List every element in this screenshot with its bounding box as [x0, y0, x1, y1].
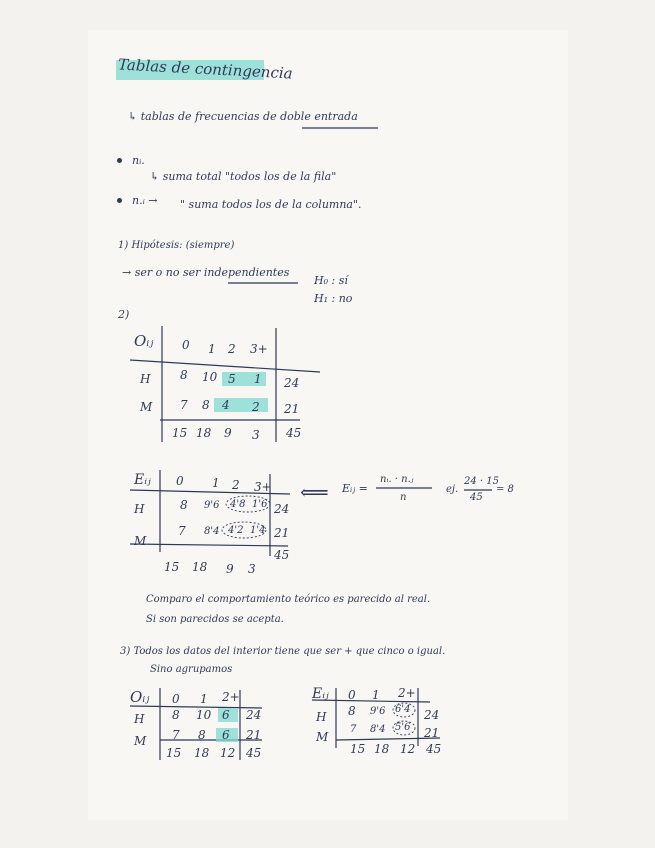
row-total: 24: [284, 376, 300, 390]
col-total: 15: [164, 560, 180, 574]
formula-numerator: nᵢ. · n.ⱼ: [380, 474, 414, 485]
col-header: 0: [176, 474, 184, 488]
row-label: M: [140, 400, 153, 414]
table-cell: 8'4: [370, 724, 386, 735]
table-cell: 2: [252, 400, 260, 414]
formula-lhs: Eᵢⱼ =: [342, 482, 368, 495]
col-header: 3+: [250, 342, 268, 356]
expected-corner: Eᵢⱼ: [134, 472, 151, 488]
col-total: 15: [166, 746, 182, 760]
table-cell: 4'8: [230, 499, 246, 510]
col-header: 1: [200, 692, 208, 706]
row-label: M: [134, 734, 147, 748]
table-cell: 10: [196, 708, 212, 722]
table-cell: 9'6: [204, 500, 220, 511]
section-2-label: 2): [118, 308, 130, 321]
row-total: 21: [274, 526, 290, 540]
table-cell: 8: [180, 498, 188, 512]
row-total: 21: [246, 728, 262, 742]
row-total: 21: [424, 726, 440, 740]
col-header: 0: [348, 688, 356, 702]
formula-denominator: n: [400, 492, 407, 503]
compare-line: Si son parecidos se acepta.: [146, 614, 284, 625]
col-header: 1: [208, 342, 216, 356]
row-total: 24: [424, 708, 440, 722]
table-cell: 8'4: [204, 526, 220, 537]
col-header: 1: [372, 688, 380, 702]
example-denominator: 45: [470, 492, 483, 503]
page-title: Tablas de contingencia: [117, 55, 294, 83]
row-total: 21: [284, 402, 300, 416]
row-label: H: [316, 710, 327, 724]
row-label: M: [134, 534, 147, 548]
hypothesis-h1: H₁ : no: [314, 292, 353, 305]
bullet-symbol: nᵢ.: [132, 154, 145, 167]
row-label: H: [134, 712, 145, 726]
col-total: 18: [374, 742, 390, 756]
table-cell: 1'6: [252, 499, 268, 510]
bullet-symbol: n.ᵢ →: [132, 194, 158, 207]
col-total: 12: [400, 742, 416, 756]
table-cell: 6: [222, 728, 230, 742]
table-cell: 10: [202, 370, 218, 384]
table-cell: 9'6: [370, 706, 386, 717]
bullet-text: " suma todos los de la columna".: [180, 198, 362, 211]
example-numerator: 24 · 15: [464, 476, 499, 487]
table-cell: 8: [348, 704, 356, 718]
col-total: 18: [192, 560, 208, 574]
col-header: 2+: [222, 690, 240, 704]
table-cell: 4'2: [228, 525, 244, 536]
col-total: 9: [226, 562, 234, 576]
table-cell: 7: [350, 724, 357, 735]
section-3-line: 3) Todos los datos del interior tiene que ser + que cinco o igual.: [120, 646, 446, 657]
row-total: 24: [246, 708, 262, 722]
subtitle: ↳ tablas de frecuencias de doble entrada: [128, 110, 358, 123]
hypothesis-h0: H₀ : sí: [314, 274, 348, 287]
table-cell: 1'4: [250, 525, 266, 536]
table-cell: 5: [228, 372, 236, 386]
col-header: 2: [232, 478, 240, 492]
section-3-line: Sino agrupamos: [150, 664, 233, 675]
table-cell: 6'4: [395, 704, 411, 715]
arrow-left: ⟸: [300, 480, 329, 504]
col-total: 18: [194, 746, 210, 760]
col-header: 1: [212, 476, 220, 490]
table-cell: 6: [222, 708, 230, 722]
grand-total: 45: [426, 742, 442, 756]
compare-line: Comparo el comportamiento teórico es parecido al real.: [146, 594, 431, 605]
row-total: 24: [274, 502, 290, 516]
table-cell: 1: [254, 372, 262, 386]
obs2-corner: Oᵢⱼ: [130, 688, 150, 706]
grand-total: 45: [274, 548, 290, 562]
hypothesis-label: 1) Hipótesis: (siempre): [118, 240, 235, 251]
col-total: 9: [224, 426, 232, 440]
table-cell: 7: [180, 398, 188, 412]
row-label: M: [316, 730, 329, 744]
col-total: 12: [220, 746, 236, 760]
col-header: 3+: [254, 480, 272, 494]
example-result: = 8: [496, 484, 514, 495]
col-total: 18: [196, 426, 212, 440]
col-total: 3: [252, 428, 260, 442]
example-label: ej.: [446, 484, 459, 495]
table-cell: 5'6: [395, 722, 411, 733]
col-header: 0: [182, 338, 190, 352]
table-cell: 8: [198, 728, 206, 742]
table-cell: 7: [172, 728, 180, 742]
table-cell: 8: [202, 398, 210, 412]
col-header: 2+: [398, 686, 416, 700]
grand-total: 45: [246, 746, 262, 760]
row-label: H: [140, 372, 151, 386]
table-cell: 7: [178, 524, 186, 538]
col-header: 0: [172, 692, 180, 706]
table-cell: 8: [180, 368, 188, 382]
observed-corner: Oᵢⱼ: [134, 332, 154, 350]
col-total: 15: [172, 426, 188, 440]
table-cell: 8: [172, 708, 180, 722]
col-header: 2: [228, 342, 236, 356]
exp2-corner: Eᵢⱼ: [312, 686, 329, 702]
hypothesis-line: → ser o no ser independientes: [122, 266, 290, 279]
row-label: H: [134, 502, 145, 516]
table-cell: 4: [222, 398, 230, 412]
col-total: 3: [248, 562, 256, 576]
bullet-text: ↳ suma total "todos los de la fila": [150, 170, 337, 183]
grand-total: 45: [286, 426, 302, 440]
col-total: 15: [350, 742, 366, 756]
